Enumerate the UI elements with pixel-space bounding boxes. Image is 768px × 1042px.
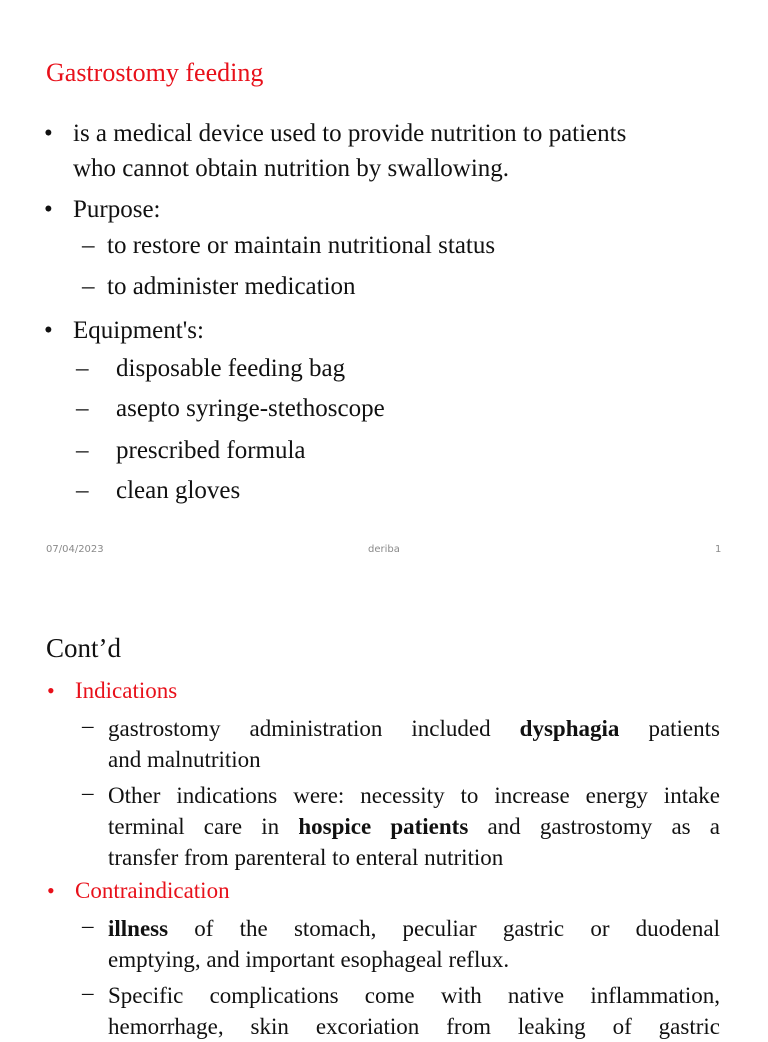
indication-item [108, 713, 720, 775]
bullet-marker: • [44, 317, 53, 344]
text-line: emptying, and important esophageal reflux. [108, 947, 510, 972]
text-line: and malnutrition [108, 747, 261, 772]
sub-bullet-text: disposable feeding bag [116, 355, 346, 382]
indication-item [108, 780, 720, 873]
sub-bullet-text: asepto syringe-stethoscope [116, 395, 385, 422]
sub-bullet [0, 232, 768, 268]
dash-marker: – [82, 913, 94, 938]
text-line [108, 713, 720, 744]
sub-bullet [0, 395, 768, 431]
contraindication-heading: Contraindication [75, 878, 230, 903]
bullet-text: Equipment's: [73, 317, 204, 344]
bold-term: hospice patients [298, 814, 469, 839]
dash-marker: – [76, 395, 89, 422]
contraindication-item [108, 980, 720, 1042]
bullet-item [0, 192, 768, 228]
bullet-line: is a medical device used to provide nutrition to patients [73, 120, 627, 147]
text-line: Specific complications come with native inflammation, [108, 983, 720, 1008]
bold-term: dysphagia [519, 716, 620, 741]
sub-bullet-text: to administer medication [107, 273, 356, 300]
text-line [108, 811, 720, 842]
text-run: of the stomach, peculiar gastric or duodenal [168, 916, 720, 941]
sub-bullet-text: prescribed formula [116, 437, 306, 464]
sub-bullet [0, 273, 768, 309]
text-run: gastrostomy administration included [108, 716, 520, 741]
text-line: transfer from parenteral to enteral nutrition [108, 845, 504, 870]
bullet-item [0, 116, 768, 188]
bullet-line: who cannot obtain nutrition by swallowing. [73, 155, 510, 182]
dash-marker: – [76, 437, 89, 464]
text-run: and gastrostomy as a [468, 814, 720, 839]
footer-author: deriba [368, 544, 400, 555]
dash-marker: – [82, 713, 94, 738]
contraindication-item [108, 913, 720, 975]
slide-title: Gastrostomy feeding [46, 58, 264, 87]
bullet-marker: • [44, 196, 53, 223]
bullet-marker: • [47, 678, 55, 703]
footer-date: 07/04/2023 [46, 544, 104, 555]
indications-heading: Indications [75, 678, 178, 703]
slide-2 [0, 600, 768, 1039]
dash-marker: – [82, 780, 94, 805]
footer-page-number: 1 [715, 544, 722, 555]
dash-marker: – [82, 980, 94, 1005]
bullet-item [0, 313, 768, 349]
sub-bullet [0, 477, 768, 513]
text-line: Other indications were: necessity to increase energy intake [108, 783, 720, 808]
text-line [108, 913, 720, 944]
dash-marker: – [76, 355, 89, 382]
dash-marker: – [82, 273, 95, 300]
slide-title: Cont’d [46, 633, 122, 663]
bold-term: illness [108, 916, 169, 941]
dash-marker: – [82, 232, 95, 259]
sub-bullet [0, 437, 768, 473]
bullet-marker: • [44, 120, 53, 147]
bullet-text: Purpose: [73, 196, 161, 223]
sub-bullet-text: clean gloves [116, 477, 241, 504]
text-run: terminal care in [108, 814, 299, 839]
text-run: patients [619, 716, 720, 741]
dash-marker: – [76, 477, 89, 504]
bullet-marker: • [47, 878, 55, 903]
sub-bullet [0, 355, 768, 391]
sub-bullet-text: to restore or maintain nutritional status [107, 232, 496, 259]
text-line: hemorrhage, skin excoriation from leaking of gastric [108, 1014, 720, 1039]
